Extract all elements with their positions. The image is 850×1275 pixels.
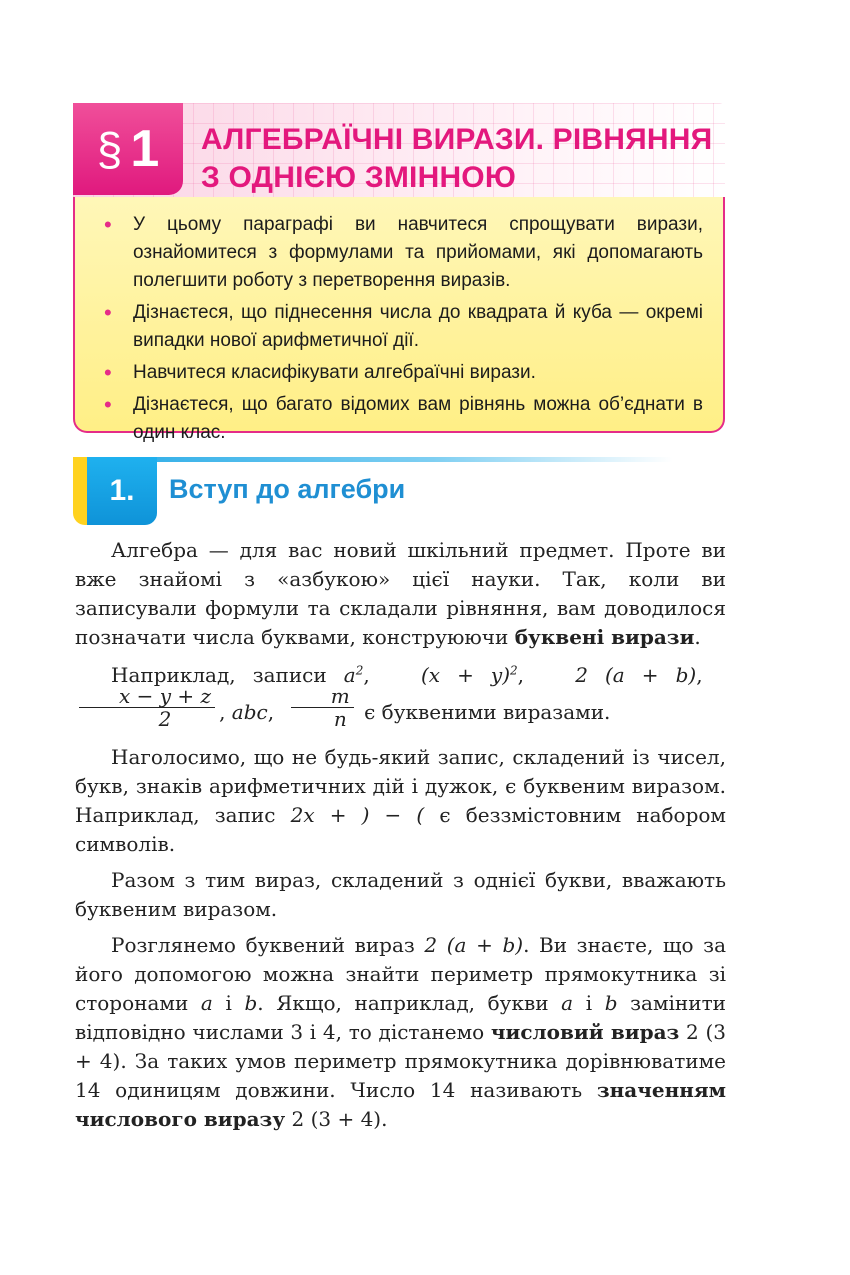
expr-meaningless: 2x + ) − (	[290, 803, 425, 827]
section-sign: §	[96, 123, 123, 175]
chapter-header	[73, 103, 725, 443]
bullet-icon: •	[104, 212, 112, 237]
subsection-rule	[73, 457, 673, 462]
expr-a-squared: $a^2$	[343, 663, 364, 687]
paragraph: Розглянемо буквений вираз 2 (a + b). Ви знаєте, що за його допомогою можна знайти периметр прямокутника зі сторонами a і b. Якщо, наприклад, букви a і b замінити відповідно числами 3 і 4, то дістанемо числовий вираз 2 (3 + 4). За таких умов периметр прямокутника дорівнюватиме 14 одиницям довжини. Число 14 називають значенням числового виразу 2 (3 + 4).	[75, 933, 727, 1131]
chapter-title-line-1: АЛГЕБРАЇЧНІ ВИРАЗИ. РІВНЯННЯ	[201, 123, 713, 156]
term-letter-expressions: буквені вирази	[514, 625, 695, 649]
chapter-goals-box	[73, 197, 725, 443]
expr-double-sum: 2 (a + b)	[575, 663, 697, 687]
chapter-title-line-2: З ОДНІЄЮ ЗМІННОЮ	[201, 161, 516, 194]
section-badge	[73, 103, 183, 195]
term-expression-value: значенням числового виразу	[75, 1078, 726, 1131]
goal-item: • Дізнаєтеся, що багато відомих вам рівнянь можна об’єднати в один клас.	[104, 392, 703, 443]
subsection-number: 1.	[87, 457, 157, 525]
expr-abc: abc	[231, 700, 268, 724]
goal-item: • Навчитеся класифікувати алгебраїчні вирази.	[104, 360, 536, 385]
expr-sum-squared: $(x + y)^2$	[420, 663, 518, 687]
bullet-icon: •	[104, 392, 112, 417]
paragraph: Разом з тим вираз, складений з однієї букви, вважають буквеним виразом.	[75, 868, 726, 921]
goal-item: • У цьому параграфі ви навчитеся спрощувати вирази, ознайомитеся з формулами та прийомами, які допомагають полегшити роботу з перетворення виразів.	[104, 212, 703, 291]
bullet-icon: •	[104, 300, 112, 325]
subsection-title: Вступ до алгебри	[169, 474, 406, 504]
bullet-icon: •	[104, 360, 112, 385]
subsection-header	[73, 457, 673, 527]
body-text	[75, 536, 726, 1141]
chapter-goals-list	[75, 197, 723, 447]
chapter-title	[201, 121, 721, 197]
section-number: 1	[130, 120, 160, 178]
expr-fraction-xyz: $\frac{x - y + z}{2}$	[79, 685, 215, 730]
term-numeric-expression: числовий вираз	[490, 1020, 680, 1044]
paragraph-examples: Наприклад, записи $a^2$, $(x + y)^2$, 2 (a + b), $\frac{x - y + z}{2}$ , abc, $\frac{m}{n}$ є буквеними виразами.	[75, 659, 726, 736]
goal-item: • Дізнаєтеся, що піднесення числа до квадрата й куба — окремі випадки нової арифметичної дії.	[104, 300, 703, 351]
paragraph: Алгебра — для вас новий шкільний предмет. Проте ви вже знайомі з «азбукою» цієї науки. Так, коли ви записували формули та складали рівняння, вам доводилося позначати числа буквами, конструюючи буквені вирази.	[75, 538, 726, 649]
paragraph: Наголосимо, що не будь-який запис, складений із чисел, букв, знаків арифметичних дій і дужок, є буквеним виразом. Наприклад, запис 2x + ) − ( є беззмістовним набором символів.	[75, 745, 726, 856]
expr-fraction-mn: $\frac{m}{n}$	[291, 685, 354, 730]
